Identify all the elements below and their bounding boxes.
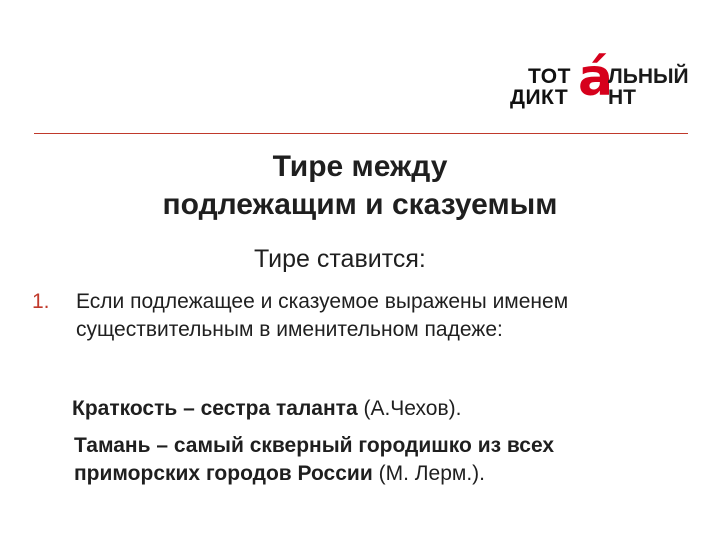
logo-text-line2-left: ДИКТ — [510, 86, 569, 109]
example-2-sentence: Тамань – самый скверный городишко из всех приморских городов России — [74, 434, 555, 485]
slide-title-line1: Тире между — [272, 150, 448, 183]
example-2 — [74, 432, 674, 488]
logo-text-line2-right: НТ — [608, 86, 636, 109]
logo-text-line1-right: ЛЬНЫЙ — [608, 65, 689, 88]
example-1-source: (А.Чехов). — [357, 397, 462, 420]
slide-title — [80, 148, 640, 224]
example-2-source: (М. Лерм.). — [372, 462, 485, 485]
logo-accent-letter: á — [578, 48, 614, 108]
totalny-diktant-logo — [508, 48, 689, 109]
logo-text-line1-left: ТОТ — [528, 65, 571, 88]
slide-title-line2: подлежащим и сказуемым — [162, 188, 558, 221]
slide-subtitle: Тире ставится: — [254, 245, 426, 273]
rule-number: 1. — [32, 290, 50, 313]
example-1-sentence: Краткость – сестра таланта — [72, 397, 358, 420]
rule-text: Если подлежащее и сказуемое выражены именем существительным в именительном падеже: — [76, 290, 569, 341]
header-divider — [34, 133, 688, 134]
example-1 — [72, 395, 461, 423]
